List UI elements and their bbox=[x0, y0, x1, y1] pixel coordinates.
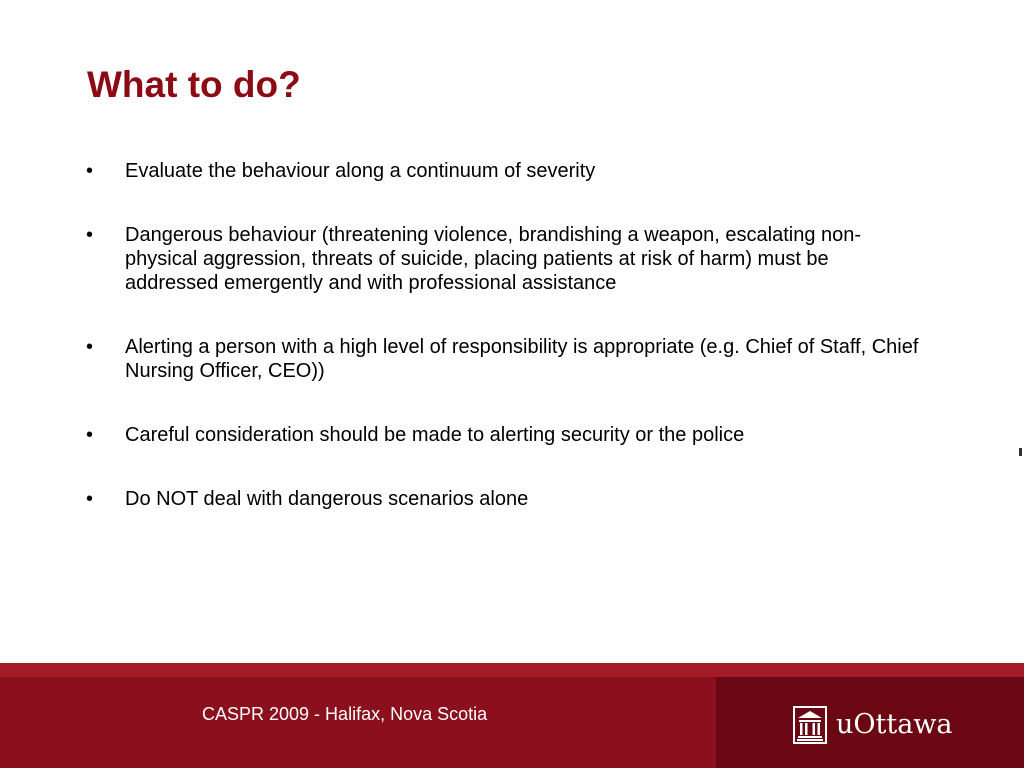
bullet-marker: • bbox=[86, 336, 94, 358]
bullet-text: Careful consideration should be made to alerting security or the police bbox=[125, 424, 745, 446]
bullet-text: Alerting a person with a high level of responsibility is appropriate (e.g. Chief of Staff, Chief Nursing Officer, CEO)) bbox=[125, 336, 919, 382]
bullet-text: Evaluate the behaviour along a continuum of severity bbox=[125, 160, 596, 182]
logo-text: uOttawa bbox=[836, 709, 953, 740]
building-icon bbox=[792, 705, 828, 745]
bullet-marker: • bbox=[86, 488, 94, 510]
slide-title: What to do? bbox=[87, 64, 301, 105]
bullet-marker: • bbox=[86, 160, 94, 182]
bullet-text: Do NOT deal with dangerous scenarios alone bbox=[125, 488, 529, 510]
uottawa-logo bbox=[792, 703, 953, 747]
footer-caption: CASPR 2009 - Halifax, Nova Scotia bbox=[202, 704, 488, 724]
edge-mark bbox=[1019, 448, 1022, 456]
bullet-marker: • bbox=[86, 424, 94, 446]
bullet-text: Dangerous behaviour (threatening violence, brandishing a weapon, escalating non-physical aggression, threats of suicide, placing patients at risk of harm) must be addressed emergently and with professional assistance bbox=[125, 224, 862, 294]
bullet-marker: • bbox=[86, 224, 94, 246]
footer-highlight-strip bbox=[0, 663, 1024, 677]
footer-band bbox=[0, 663, 1024, 768]
